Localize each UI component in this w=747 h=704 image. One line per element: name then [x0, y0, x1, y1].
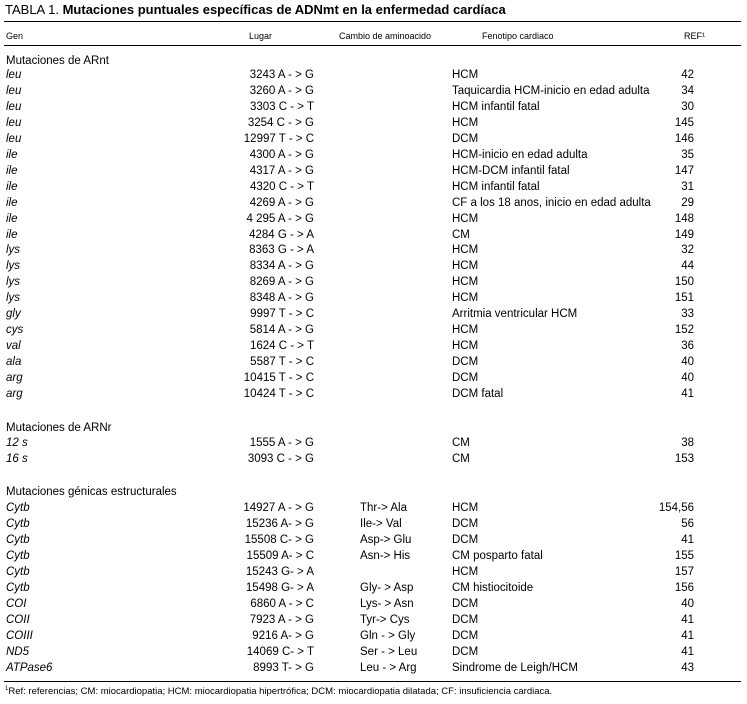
cell-fenotipo: Sindrome de Leigh/HCM: [452, 661, 578, 674]
cell-lugar: 15508 C- > G: [244, 533, 314, 546]
cell-fenotipo: HCM: [452, 292, 479, 305]
cell-lugar: 9216 A- > G: [252, 629, 314, 642]
table-row: [0, 324, 747, 340]
table-row: [0, 502, 747, 518]
cell-gen: COIII: [6, 629, 33, 642]
table-row: [0, 133, 747, 149]
cell-ref: 145: [674, 116, 694, 129]
cell-ref: 41: [681, 613, 694, 626]
table-row: [0, 181, 747, 197]
cell-fenotipo: DCM: [452, 597, 479, 610]
cell-gen: Cytb: [6, 581, 30, 594]
cell-gen: lys: [6, 244, 21, 257]
table-row: [0, 69, 747, 85]
cell-ref: 151: [674, 292, 694, 305]
cell-cambio: Gly- > Asp: [360, 581, 414, 594]
top-rule: [4, 21, 741, 22]
cell-fenotipo: CM posparto fatal: [452, 549, 543, 562]
table-row: [0, 518, 747, 534]
cell-gen: leu: [6, 100, 22, 113]
cell-fenotipo: DCM: [452, 533, 479, 546]
cell-gen: Cytb: [6, 533, 30, 546]
cell-fenotipo: HCM: [452, 276, 479, 289]
table-row: [0, 101, 747, 117]
cell-lugar: 10415 T - > C: [243, 372, 314, 385]
cell-gen: leu: [6, 69, 22, 81]
cell-fenotipo: CM histiocitoide: [452, 581, 534, 594]
cell-ref: 40: [681, 372, 694, 385]
cell-fenotipo: HCM: [452, 116, 479, 129]
cell-lugar: 3093 C - > G: [247, 452, 314, 465]
cell-ref: 41: [681, 629, 694, 642]
header-cambio: Cambio de aminoacido: [339, 31, 432, 41]
cell-gen: gly: [6, 308, 21, 321]
cell-cambio: Thr-> Ala: [360, 502, 407, 514]
cell-ref: 157: [674, 565, 694, 578]
cell-fenotipo: HCM: [452, 565, 479, 578]
table-row: [0, 85, 747, 101]
cell-fenotipo: HCM infantil fatal: [452, 100, 540, 113]
cell-ref: 153: [674, 452, 694, 465]
cell-ref: 38: [681, 437, 694, 449]
cell-ref: 152: [674, 324, 694, 337]
footnote: [5, 686, 552, 697]
cell-ref: 41: [681, 533, 694, 546]
cell-ref: 32: [681, 244, 694, 257]
table-row: [0, 165, 747, 181]
header-fenotipo: Fenotipo cardiaco: [482, 31, 554, 41]
cell-lugar: 1555 A - > G: [249, 437, 314, 449]
cell-cambio: Tyr-> Cys: [360, 613, 410, 626]
table-row: [0, 614, 747, 630]
cell-ref: 42: [681, 69, 694, 81]
cell-gen: COI: [6, 597, 27, 610]
cell-lugar: 4 295 A - > G: [246, 212, 314, 225]
table-row: [0, 534, 747, 550]
cell-lugar: 8269 A - > G: [249, 276, 314, 289]
cell-gen: arg: [6, 388, 23, 400]
cell-fenotipo: HCM: [452, 244, 479, 257]
cell-fenotipo: DCM: [452, 356, 479, 369]
cell-fenotipo: CM: [452, 437, 470, 449]
cell-gen: lys: [6, 276, 21, 289]
title-text: Mutaciones puntuales específicas de ADNmt en la enfermedad cardíaca: [62, 2, 506, 17]
table-row: [0, 149, 747, 165]
cell-gen: ile: [6, 212, 18, 225]
cell-lugar: 8993 T- > G: [253, 661, 314, 674]
cell-gen: leu: [6, 85, 22, 97]
table-row: [0, 117, 747, 133]
cell-fenotipo: DCM: [452, 645, 479, 658]
cell-lugar: 9997 T - > C: [250, 308, 314, 321]
cell-gen: COII: [6, 613, 30, 626]
cell-lugar: 6860 A - > C: [250, 597, 314, 610]
cell-lugar: 15498 G- > A: [245, 581, 314, 594]
table-row: [0, 308, 747, 324]
cell-gen: val: [6, 340, 21, 353]
cell-gen: leu: [6, 116, 22, 129]
cell-lugar: 3260 A - > G: [249, 85, 314, 97]
cell-ref: 154,56: [658, 502, 694, 514]
cell-gen: arg: [6, 372, 23, 385]
cell-gen: ND5: [6, 645, 30, 658]
cell-lugar: 7923 A - > G: [249, 613, 314, 626]
cell-ref: 35: [681, 148, 694, 161]
cell-gen: Cytb: [6, 549, 30, 562]
cell-gen: Cytb: [6, 565, 30, 578]
cell-lugar: 1624 C - > T: [249, 340, 314, 353]
footnote-marker: 1: [5, 686, 9, 692]
cell-lugar: 8348 A - > G: [249, 292, 314, 305]
cell-fenotipo: HCM: [452, 69, 479, 81]
cell-lugar: 12997 T - > C: [243, 132, 314, 145]
cell-gen: leu: [6, 132, 22, 145]
cell-gen: 16 s: [6, 452, 28, 465]
cell-cambio: Lys- > Asn: [360, 597, 414, 610]
cell-ref: 34: [681, 85, 694, 97]
table-row: [0, 566, 747, 582]
cell-lugar: 3303 C - > T: [249, 100, 314, 113]
cell-lugar: 4284 G - > A: [249, 228, 314, 241]
cell-lugar: 15236 A- > G: [245, 518, 314, 530]
table-row: [0, 582, 747, 598]
header-ref: REF¹: [684, 31, 705, 41]
cell-ref: 44: [681, 260, 694, 273]
cell-cambio: Ser - > Leu: [360, 645, 418, 658]
cell-fenotipo: CM: [452, 452, 470, 465]
cell-gen: Cytb: [6, 518, 30, 530]
cell-gen: 12 s: [6, 437, 28, 449]
cell-gen: ile: [6, 196, 18, 209]
cell-ref: 33: [681, 308, 694, 321]
table-row: [0, 453, 747, 469]
table-row: [0, 260, 747, 276]
cell-ref: 147: [674, 164, 694, 177]
cell-ref: 149: [674, 228, 694, 241]
cell-fenotipo: DCM: [452, 132, 479, 145]
cell-fenotipo: HCM: [452, 260, 479, 273]
cell-fenotipo: HCM-inicio en edad adulta: [452, 148, 588, 161]
cell-lugar: 10424 T - > C: [243, 388, 314, 400]
cell-fenotipo: DCM: [452, 613, 479, 626]
cell-lugar: 3243 A - > G: [249, 69, 314, 81]
footnote-text: Ref: referencias; CM: miocardiopatia; HCM: miocardiopatia hipertrófica; DCM: miocardiopatia dilatada; CF: insuficiencia cardiaca.: [8, 686, 553, 698]
table-row: [0, 372, 747, 388]
cell-gen: lys: [6, 292, 21, 305]
cell-fenotipo: DCM: [452, 629, 479, 642]
table-row: [0, 229, 747, 245]
cell-fenotipo: CF a los 18 anos, inicio en edad adulta: [452, 196, 651, 209]
cell-lugar: 5587 T - > C: [250, 356, 314, 369]
cell-lugar: 4300 A - > G: [249, 148, 314, 161]
section-title: Mutaciones de ARnt: [6, 55, 109, 67]
cell-lugar: 15243 G- > A: [245, 565, 314, 578]
table-row: [0, 550, 747, 566]
cell-gen: ATPase6: [6, 661, 53, 674]
cell-fenotipo: CM: [452, 228, 470, 241]
cell-fenotipo: HCM: [452, 340, 479, 353]
table-row: [0, 646, 747, 662]
cell-lugar: 3254 C - > G: [247, 116, 314, 129]
cell-fenotipo: DCM fatal: [452, 388, 504, 400]
section-title: Mutaciones génicas estructurales: [6, 486, 177, 498]
cell-ref: 40: [681, 356, 694, 369]
cell-gen: lys: [6, 260, 21, 273]
cell-fenotipo: Arritmia ventricular HCM: [452, 308, 578, 321]
table-row: [0, 437, 747, 453]
cell-ref: 43: [681, 661, 694, 674]
cell-lugar: 4320 C - > T: [249, 180, 314, 193]
cell-ref: 150: [674, 276, 694, 289]
header-rule: [4, 45, 741, 46]
cell-fenotipo: Taquicardia HCM-inicio en edad adulta: [452, 85, 650, 97]
bottom-rule: [4, 681, 741, 682]
cell-ref: 31: [681, 180, 694, 193]
cell-cambio: Leu - > Arg: [360, 661, 417, 674]
cell-fenotipo: DCM: [452, 518, 479, 530]
table-title: [5, 2, 506, 17]
table-row: [0, 197, 747, 213]
section-title: Mutaciones de ARNr: [6, 422, 112, 434]
table-row: [0, 244, 747, 260]
cell-cambio: Gln - > Gly: [360, 629, 416, 642]
title-prefix: TABLA 1.: [5, 2, 59, 17]
cell-fenotipo: HCM: [452, 324, 479, 337]
table-row: [0, 662, 747, 678]
cell-cambio: Ile-> Val: [360, 518, 402, 530]
cell-ref: 156: [674, 581, 694, 594]
cell-gen: ala: [6, 356, 22, 369]
table-row: [0, 213, 747, 229]
cell-gen: ile: [6, 180, 18, 193]
cell-ref: 40: [681, 597, 694, 610]
header-lugar: Lugar: [249, 31, 273, 41]
cell-ref: 155: [674, 549, 694, 562]
cell-lugar: 14069 C- > T: [246, 645, 314, 658]
cell-ref: 29: [681, 196, 694, 209]
cell-ref: 146: [674, 132, 694, 145]
table-row: [0, 598, 747, 614]
cell-fenotipo: DCM: [452, 372, 479, 385]
cell-ref: 30: [681, 100, 694, 113]
cell-lugar: 8334 A - > G: [249, 260, 314, 273]
cell-cambio: Asp-> Glu: [360, 533, 412, 546]
cell-cambio: Asn-> His: [360, 549, 411, 562]
cell-gen: ile: [6, 148, 18, 161]
cell-gen: ile: [6, 164, 18, 177]
table-row: [0, 388, 747, 404]
cell-lugar: 15509 A- > C: [246, 549, 314, 562]
cell-ref: 41: [681, 645, 694, 658]
cell-fenotipo: HCM: [452, 212, 479, 225]
cell-fenotipo: HCM infantil fatal: [452, 180, 540, 193]
cell-lugar: 14927 A - > G: [243, 502, 314, 514]
cell-fenotipo: HCM-DCM infantil fatal: [452, 164, 570, 177]
table-row: [0, 630, 747, 646]
cell-fenotipo: HCM: [452, 502, 479, 514]
cell-ref: 148: [674, 212, 694, 225]
table-row: [0, 292, 747, 308]
cell-gen: ile: [6, 228, 18, 241]
cell-ref: 41: [681, 388, 694, 400]
cell-gen: cys: [6, 324, 24, 337]
cell-lugar: 4317 A - > G: [249, 164, 314, 177]
header-gen: Gen: [6, 31, 24, 41]
cell-ref: 56: [681, 518, 694, 530]
cell-lugar: 5814 A - > G: [249, 324, 314, 337]
cell-lugar: 8363 G - > A: [249, 244, 314, 257]
cell-lugar: 4269 A - > G: [249, 196, 314, 209]
table-row: [0, 340, 747, 356]
table-row: [0, 276, 747, 292]
cell-ref: 36: [681, 340, 694, 353]
cell-gen: Cytb: [6, 502, 30, 514]
table-row: [0, 356, 747, 372]
